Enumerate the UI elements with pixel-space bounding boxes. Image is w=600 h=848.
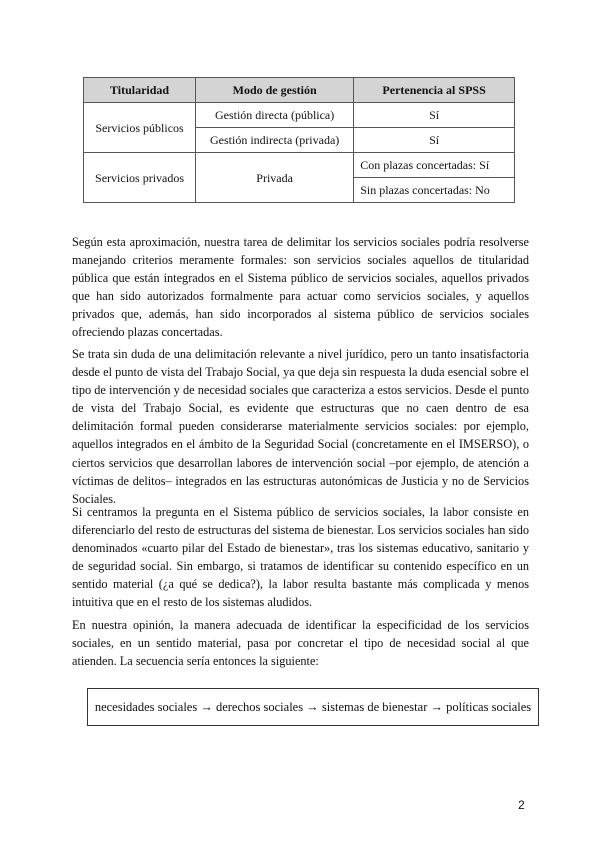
cell-modo: Gestión directa (pública): [196, 103, 354, 128]
header-modo-gestion: Modo de gestión: [196, 78, 354, 103]
table-row: [84, 103, 515, 128]
cell-pertenencia: Con plazas concertadas: Sí: [354, 153, 515, 178]
cell-pertenencia: Sí: [354, 103, 515, 128]
sequence-box: necesidades sociales → derechos sociales → sistemas de bienestar → políticas sociales: [87, 688, 539, 726]
table-row: [84, 153, 515, 178]
cell-modo: Gestión indirecta (privada): [196, 128, 354, 153]
spss-table: [83, 77, 515, 203]
body-paragraph: Se trata sin duda de una delimitación relevante a nivel jurídico, pero un tanto insatisfactoria desde el punto de vista del Trabajo Social, ya que deja sin respuesta la duda esencial sobre el tipo de intervención y de necesidad sociales que caracteriza a estos servicios. Desde el punto de vista del Trabajo Social, es evidente que estructuras que no caen dentro de esa delimitación formal pueden considerarse materialmente servicios sociales: por ejemplo, aquellos integrados en el ámbito de la Seguridad Social (concretamente en el IMSERSO), o ciertos servicios que desarrollan labores de intervención social –por ejemplo, de atención a víctimas de delitos– integrados en las estructuras autonómicas de Justicia y no de Servicios Sociales.: [72, 347, 529, 506]
header-pertenencia: Pertenencia al SPSS: [354, 78, 515, 103]
table-header-row: [84, 78, 515, 103]
cell-modo: Privada: [196, 153, 354, 203]
body-paragraph: En nuestra opinión, la manera adecuada de identificar la especificidad de los servicios sociales, en un sentido material, pasa por concretar el tipo de necesidad social al que atienden. La secuencia sería entonces la siguiente:: [72, 618, 529, 669]
page-number: 2: [518, 798, 525, 812]
cell-titularidad: Servicios públicos: [84, 103, 196, 153]
cell-pertenencia: Sí: [354, 128, 515, 153]
header-titularidad: Titularidad: [84, 78, 196, 103]
body-paragraph: Según esta aproximación, nuestra tarea de delimitar los servicios sociales podría resolverse manejando criterios meramente formales: son servicios sociales aquellos de titularidad pública que están integrados en el Sistema público de servicios sociales, aquellos privados que han sido autorizados formalmente para actuar como servicios sociales, y aquellos privados que, además, han sido incorporados al sistema público de servicios sociales ofreciendo plazas concertadas.: [72, 235, 529, 340]
cell-pertenencia: Sin plazas concertadas: No: [354, 178, 515, 203]
cell-titularidad: Servicios privados: [84, 153, 196, 203]
body-paragraph: Si centramos la pregunta en el Sistema público de servicios sociales, la labor consiste en diferenciarlo del resto de estructuras del sistema de bienestar. Los servicios sociales han sido denominados «cuarto pilar del Estado de bienestar», tras los sistemas educativo, sanitario y de seguridad social. Sin embargo, si tratamos de identificar su contenido específico en un sentido material (¿a qué se dedica?), la labor resulta bastante más complicada y menos intuitiva que en el resto de los sistemas aludidos.: [72, 505, 529, 610]
